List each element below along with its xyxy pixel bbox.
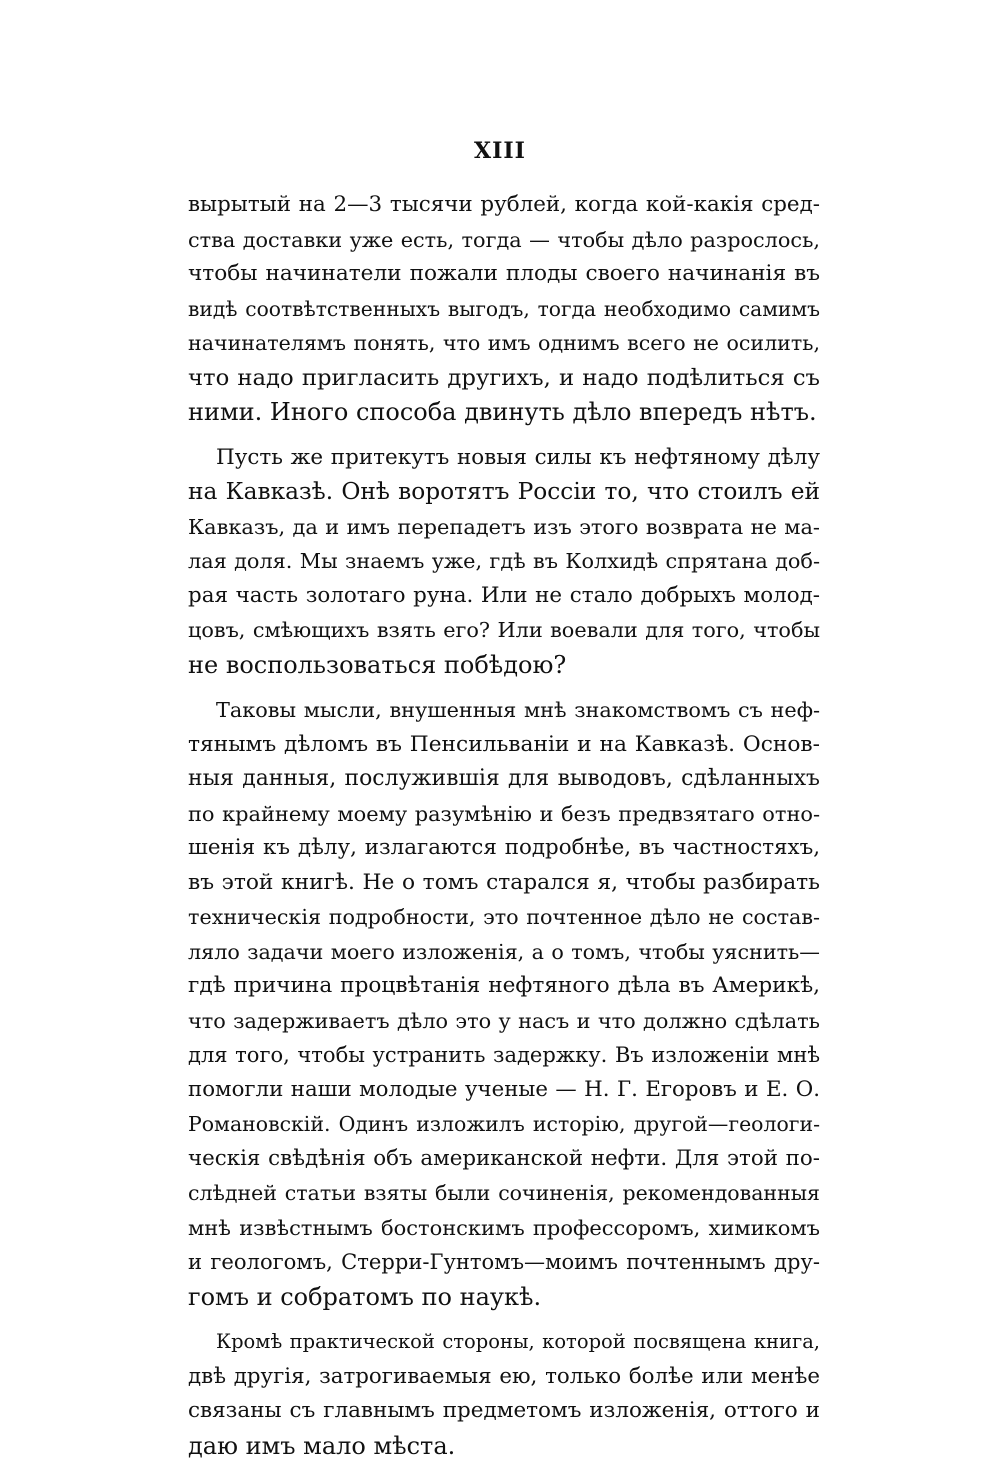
text-line: чтобы начинатели пожали плоды своего начинанія въ [188, 257, 820, 292]
text-line: помогли наши молодые ученые — Н. Г. Егоровъ и Е. О. [188, 1073, 820, 1108]
text-line: гдѣ причина процвѣтанія нефтяного дѣла въ Америкѣ, [188, 969, 820, 1004]
text-line: начинателямъ понять, что имъ однимъ всего не осилить, [188, 326, 820, 361]
text-line: Таковы мысли, внушенныя мнѣ знакомствомъ съ неф- [188, 693, 820, 728]
paragraph-gap [188, 1314, 820, 1325]
text-line: ныя данныя, послужившія для выводовъ, сдѣланныхъ [188, 762, 820, 797]
text-line: на Кавказѣ. Онѣ воротятъ Россіи то, что стоилъ ей [188, 475, 820, 510]
text-line: ними. Иного способа двинуть дѣло впередъ нѣтъ. [188, 395, 820, 430]
paragraph [188, 188, 820, 430]
text-line: двѣ другія, затрогиваемыя ею, только болѣе или менѣе [188, 1360, 820, 1395]
text-line: что надо пригласить другихъ, и надо подѣлиться съ [188, 361, 820, 396]
paragraph [188, 441, 820, 683]
text-line: въ этой книгѣ. Не о томъ старался я, чтобы разбирать [188, 866, 820, 901]
paragraph [188, 1325, 820, 1463]
text-line: даю имъ мало мѣста. [188, 1429, 820, 1463]
text-line: ческія свѣдѣнія объ американской нефти. Для этой по- [188, 1142, 820, 1177]
text-line: цовъ, смѣющихъ взять его? Или воевали для того, чтобы [188, 613, 820, 648]
text-line: по крайнему моему разумѣнію и безъ предвзятаго отно- [188, 797, 820, 832]
text-line: Кромѣ практической стороны, которой посвящена книга, [188, 1325, 820, 1360]
text-line: ства доставки уже есть, тогда — чтобы дѣло разрослось, [188, 223, 820, 258]
text-line: Романовскій. Одинъ изложилъ исторію, другой—геологи- [188, 1107, 820, 1142]
paragraph-gap [188, 682, 820, 693]
text-line: рая часть золотаго руна. Или не стало добрыхъ молод- [188, 579, 820, 614]
body-text [188, 188, 820, 1463]
text-line: мнѣ извѣстнымъ бостонскимъ профессоромъ, химикомъ [188, 1211, 820, 1246]
text-line: лая доля. Мы знаемъ уже, гдѣ въ Колхидѣ спрятана доб- [188, 544, 820, 579]
text-line: шенія къ дѣлу, излагаются подробнѣе, въ частностяхъ, [188, 831, 820, 866]
text-line: вырытый на 2—3 тысячи рублей, когда кой-какія сред- [188, 188, 820, 223]
text-line: видѣ соотвѣтственныхъ выгодъ, тогда необходимо самимъ [188, 292, 820, 327]
text-line: тянымъ дѣломъ въ Пенсильваніи и на Кавказѣ. Основ- [188, 728, 820, 763]
text-line: гомъ и собратомъ по наукѣ. [188, 1280, 820, 1315]
text-line: и геологомъ, Стерри-Гунтомъ—моимъ почтеннымъ дру- [188, 1245, 820, 1280]
paragraph [188, 693, 820, 1314]
page-number: XIII [0, 138, 1000, 164]
text-line: связаны съ главнымъ предметомъ изложенія, оттого и [188, 1394, 820, 1429]
text-line: ляло задачи моего изложенія, а о томъ, чтобы уяснить— [188, 935, 820, 970]
text-line: слѣдней статьи взяты были сочиненія, рекомендованныя [188, 1176, 820, 1211]
paragraph-gap [188, 430, 820, 441]
text-line: Кавказъ, да и имъ перепадетъ изъ этого возврата не ма- [188, 510, 820, 545]
text-line: что задерживаетъ дѣло это у насъ и что должно сдѣлать [188, 1004, 820, 1039]
text-line: Пусть же притекутъ новыя силы къ нефтяному дѣлу [188, 441, 820, 476]
text-line: для того, чтобы устранить задержку. Въ изложеніи мнѣ [188, 1038, 820, 1073]
text-line: не воспользоваться побѣдою? [188, 648, 820, 683]
text-line: техническія подробности, это почтенное дѣло не состав- [188, 900, 820, 935]
